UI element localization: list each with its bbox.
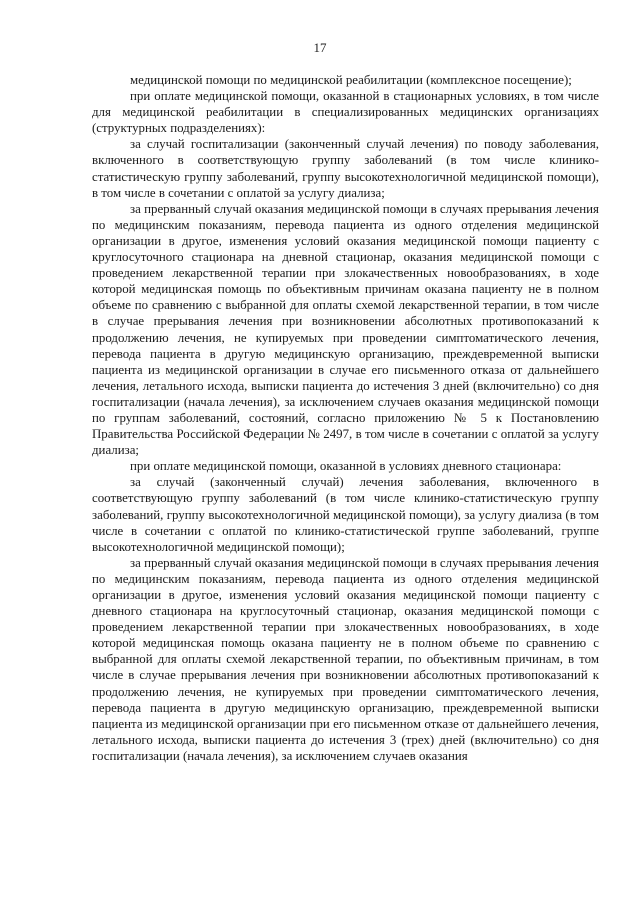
- paragraph-4: за прерванный случай оказания медицинской помощи в случаях прерывания лечения по медицинским показаниям, перевода пациента из одного отделения медицинской организации в другое, изменения условий оказания медицинской помощи пациенту с круглосуточного стационара на дневной стационар, оказания медицинской помощи с проведением лекарственной терапии при злокачественных новообразованиях, в ходе которой медицинская помощь по объективным причинам оказана пациенту не в полном объеме по сравнению с выбранной для оплаты схемой лекарственной терапии, в том числе в случае прерывания лечения при возникновении абсолютных противопоказаний к продолжению лечения, не купируемых при проведении симптоматического лечения, перевода пациента в другую медицинскую организацию, преждевременной выписки пациента из медицинской организации в случае его письменного отказа от дальнейшего лечения, летального исхода, выписки пациента до истечения 3 дней (включительно) со дня госпитализации (начала лечения), за исключением случаев оказания медицинской помощи по группам заболеваний, состояний, согласно приложению № 5 к Постановлению Правительства Российской Федерации № 2497, в том числе в сочетании с оплатой за услугу диализа;: [92, 201, 599, 458]
- paragraph-1: медицинской помощи по медицинской реабилитации (комплексное посещение);: [130, 73, 572, 87]
- page-number: 17: [313, 40, 327, 55]
- paragraph-6: за случай (законченный случай) лечения заболевания, включенного в соответствующую группу заболеваний (в том числе клинико-статистическую группу заболеваний, группу высокотехнологичной медицинской помощи), за услугу диализа (в том числе в сочетании с оплатой по клинико-статистической группе заболеваний, группе высокотехнологичной медицинской помощи);: [92, 475, 599, 554]
- paragraph-7: за прерванный случай оказания медицинской помощи в случаях прерывания лечения по медицинским показаниям, перевода пациента из одного отделения медицинской организации в другое, изменения условий оказания медицинской помощи пациенту с дневного стационара на круглосуточный стационар, оказания медицинской помощи с проведением лекарственной терапии при злокачественных новообразованиях, в ходе которой медицинская помощь оказана пациенту не в полном объеме по сравнению с выбранной для оплаты схемой лекарственной терапии, по объективным причинам, в том числе в случае прерывания лечения при возникновении абсолютных противопоказаний к продолжению лечения, не купируемых при проведении симптоматического лечения, перевода пациента в другую медицинскую организацию, преждевременной выписки пациента из медицинской организации при его письменном отказе от дальнейшего лечения, летального исхода, выписки пациента до истечения 3 (трех) дней (включительно) со дня госпитализации (начала лечения), за исключением случаев оказания: [92, 555, 599, 763]
- paragraph-2: при оплате медицинской помощи, оказанной в стационарных условиях, в том числе для медицинской реабилитации в специализированных медицинских организациях (структурных подразделениях):: [92, 89, 599, 136]
- document-body: [92, 72, 599, 764]
- paragraph-3: за случай госпитализации (законченный случай лечения) по поводу заболевания, включенного в соответствующую группу заболеваний (в том числе клинико-статистическую группу заболеваний, группу высокотехнологичной медицинской помощи), в том числе в сочетании с оплатой за услугу диализа;: [92, 137, 599, 200]
- paragraph-5: при оплате медицинской помощи, оказанной в условиях дневного стационара:: [130, 459, 562, 474]
